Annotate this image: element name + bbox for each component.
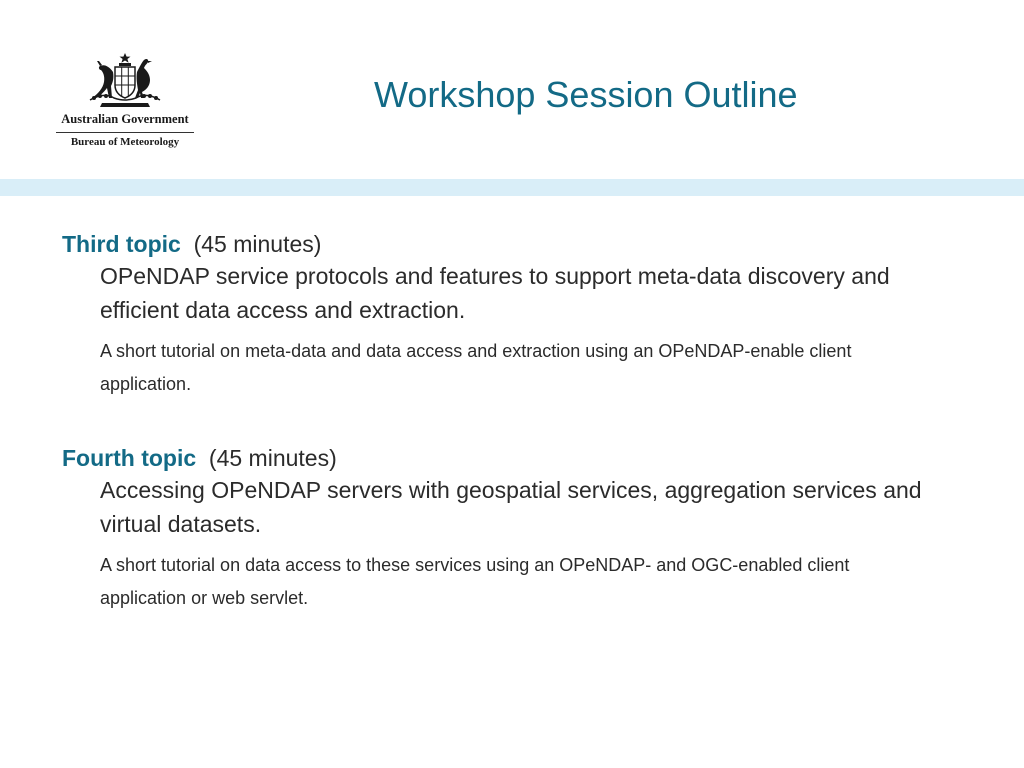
topic-description: Accessing OPeNDAP servers with geospatial services, aggregation services and virtual datasets. [100,477,922,537]
topic-detail: A short tutorial on meta-data and data access and extraction using an OPeNDAP-enable client application. [100,341,852,394]
topic-third [62,229,962,401]
department-name: Bureau of Meteorology [70,136,180,148]
coat-of-arms-icon [84,52,166,108]
government-logo [54,52,196,154]
logo-divider [56,132,194,133]
topic-fourth [62,443,962,615]
government-name: Australian Government [61,112,189,126]
topic-name: Third topic [62,231,181,257]
topic-description: OPeNDAP service protocols and features to support meta-data discovery and efficient data access and extraction. [100,263,890,323]
topic-duration: (45 minutes) [208,445,337,471]
slide-title: Workshop Session Outline [374,74,798,115]
topic-duration: (45 minutes) [193,231,322,257]
topic-detail: A short tutorial on data access to these services using an OPeNDAP- and OGC-enabled client application or web servlet. [100,555,850,608]
topic-heading [62,229,962,259]
topic-name: Fourth topic [62,445,197,471]
header-band [0,179,1024,196]
topic-heading [62,443,962,473]
